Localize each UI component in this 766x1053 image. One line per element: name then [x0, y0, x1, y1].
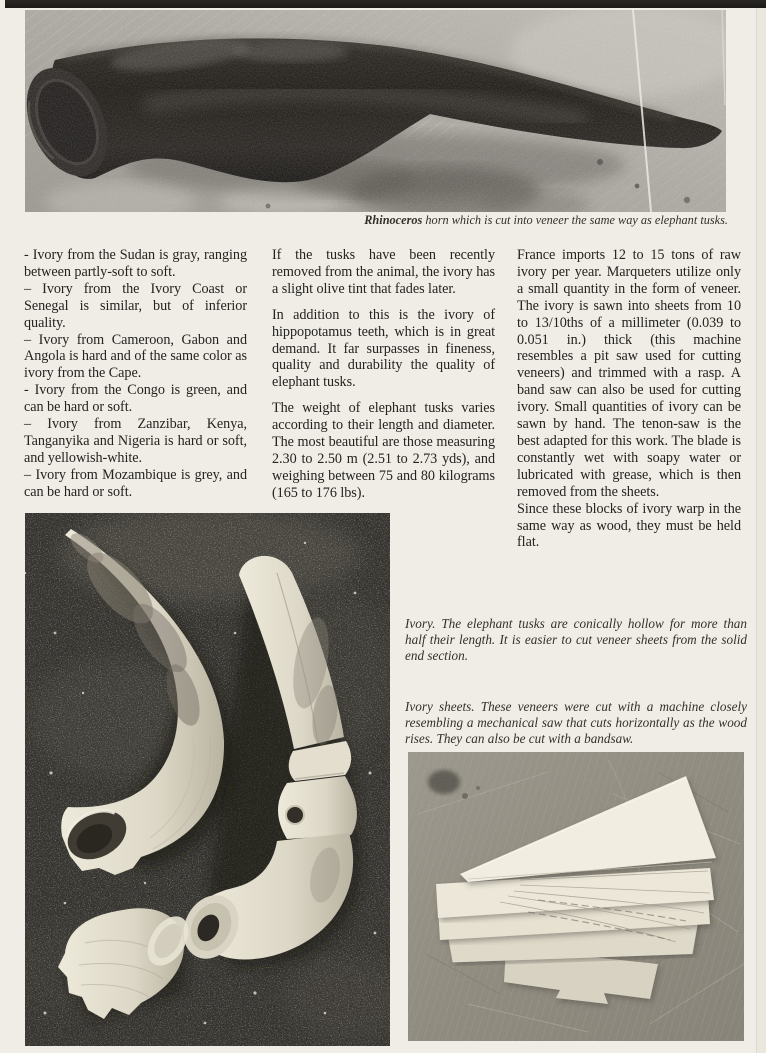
elephant-tusks-photo — [25, 513, 390, 1046]
ivory-origin-item: – Ivory from Mozambique is grey, and can be hard or soft. — [24, 466, 247, 500]
caption-lead: Ivory sheets. — [405, 699, 475, 714]
ivory-origin-item: - Ivory from the Sudan is gray, ranging between partly-soft to soft. — [24, 247, 247, 280]
column-tusk-properties — [272, 247, 495, 502]
ivory-sheets-photo — [408, 752, 744, 1041]
page-edge-shadow — [756, 8, 766, 1053]
caption-text: The elephant tusks are conically hollow for more than half their length. It is easier to cut veneer sheets from the solid end section. — [405, 616, 747, 663]
scan-edge-strip — [5, 0, 766, 8]
caption-ivory-sheets — [405, 699, 747, 746]
caption-rhinoceros-horn — [330, 213, 728, 227]
body-paragraph: The weight of elephant tusks varies according to their length and diameter. The most beautiful are those measuring 2.30 to 2.50 m (2.51 to 2.73 yds), and weighing between 75 and 80 kilograms (165 to 176 lbs). — [272, 400, 495, 501]
caption-lead: Rhinoceros — [364, 213, 423, 227]
column-ivory-origins — [24, 247, 247, 501]
body-paragraph: In addition to this is the ivory of hippopotamus teeth, which is in great demand. It far surpasses in fineness, quality and durability the quality of elephant tusks. — [272, 306, 495, 391]
caption-text: horn which is cut into veneer the same way as elephant tusks. — [422, 213, 728, 227]
body-paragraph: Since these blocks of ivory warp in the same way as wood, they must be held flat. — [517, 500, 741, 551]
ivory-origin-item: – Ivory from the Ivory Coast or Senegal is similar, but of inferior quality. — [24, 280, 247, 331]
body-paragraph: If the tusks have been recently removed from the animal, the ivory has a slight olive tint that fades later. — [272, 247, 495, 297]
ivory-origin-item: – Ivory from Zanzibar, Kenya, Tanganyika and Nigeria is hard or soft, and yellowish-white. — [24, 416, 247, 466]
ivory-origin-item: – Ivory from Cameroon, Gabon and Angola is hard and of the same color as ivory from the Cape. — [24, 331, 247, 382]
caption-lead: Ivory. — [405, 616, 436, 631]
body-paragraph: France imports 12 to 15 tons of raw ivory per year. Marqueters utilize only a small quantity in the form of veneer. The ivory is sawn into sheets from 10 to 13/10ths of a millimeter (0.039 to 0.051 in.) thick (this machine resembles a pit saw used for cutting veneers) and trimmed with a rasp. A band saw can also be used for cutting ivory. Small quantities of ivory can be sawn by hand. The tenon-saw is the best adapted for this work. The blade is constantly wet with soapy water or lubricated with grease, which is then removed from the sheets. — [517, 247, 741, 500]
column-ivory-sawing — [517, 247, 741, 551]
rhinoceros-horn-photo — [25, 10, 726, 212]
caption-ivory-tusks — [405, 616, 747, 663]
ivory-origin-item: - Ivory from the Congo is green, and can be hard or soft. — [24, 382, 247, 416]
caption-text: These veneers were cut with a machine closely resembling a mechanical saw that cuts horizontally as the wood rises. They can also be cut with a bandsaw. — [405, 699, 747, 746]
